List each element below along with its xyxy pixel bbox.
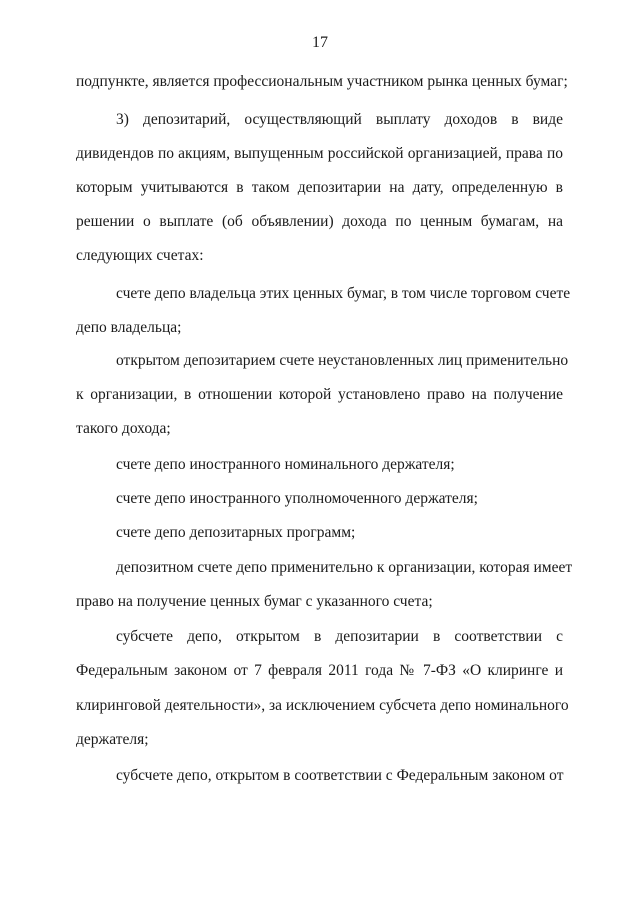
text-line: держателя; [76, 731, 149, 748]
text-line: счете депо депозитарных программ; [116, 524, 356, 541]
text-line: открытом депозитарием счете неустановленных лиц применительно [116, 352, 569, 369]
text-line: депо владельца; [76, 319, 182, 336]
text-line: счете депо иностранного номинального держателя; [116, 456, 455, 473]
text-line: субсчете депо, открытом в депозитарии в соответствии с [116, 628, 563, 645]
text-line: счете депо иностранного уполномоченного держателя; [116, 490, 478, 507]
text-line: субсчете депо, открытом в соответствии с Федеральным законом от [116, 767, 564, 784]
page-number: 17 [312, 34, 328, 51]
text-line: клиринговой деятельности», за исключением субсчета депо номинального [76, 697, 569, 714]
text-line: такого дохода; [76, 420, 171, 437]
text-line: дивидендов по акциям, выпущенным российской организацией, права по [76, 145, 563, 162]
text-line: подпункте, является профессиональным участником рынка ценных бумаг; [76, 73, 568, 90]
text-line: решении о выплате (об объявлении) дохода по ценным бумагам, на [76, 213, 563, 230]
text-line: Федеральным законом от 7 февраля 2011 года № 7-ФЗ «О клиринге и [76, 662, 563, 679]
text-line: которым учитываются в таком депозитарии на дату, определенную в [76, 179, 563, 196]
text-line: к организации, в отношении которой установлено право на получение [76, 386, 563, 403]
text-line: счете депо владельца этих ценных бумаг, в том числе торговом счете [116, 285, 571, 302]
text-line: следующих счетах: [76, 247, 204, 264]
text-line: право на получение ценных бумаг с указанного счета; [76, 593, 433, 610]
text-line: 3) депозитарий, осуществляющий выплату доходов в виде [116, 111, 563, 128]
text-line: депозитном счете депо применительно к организации, которая имеет [116, 559, 573, 576]
